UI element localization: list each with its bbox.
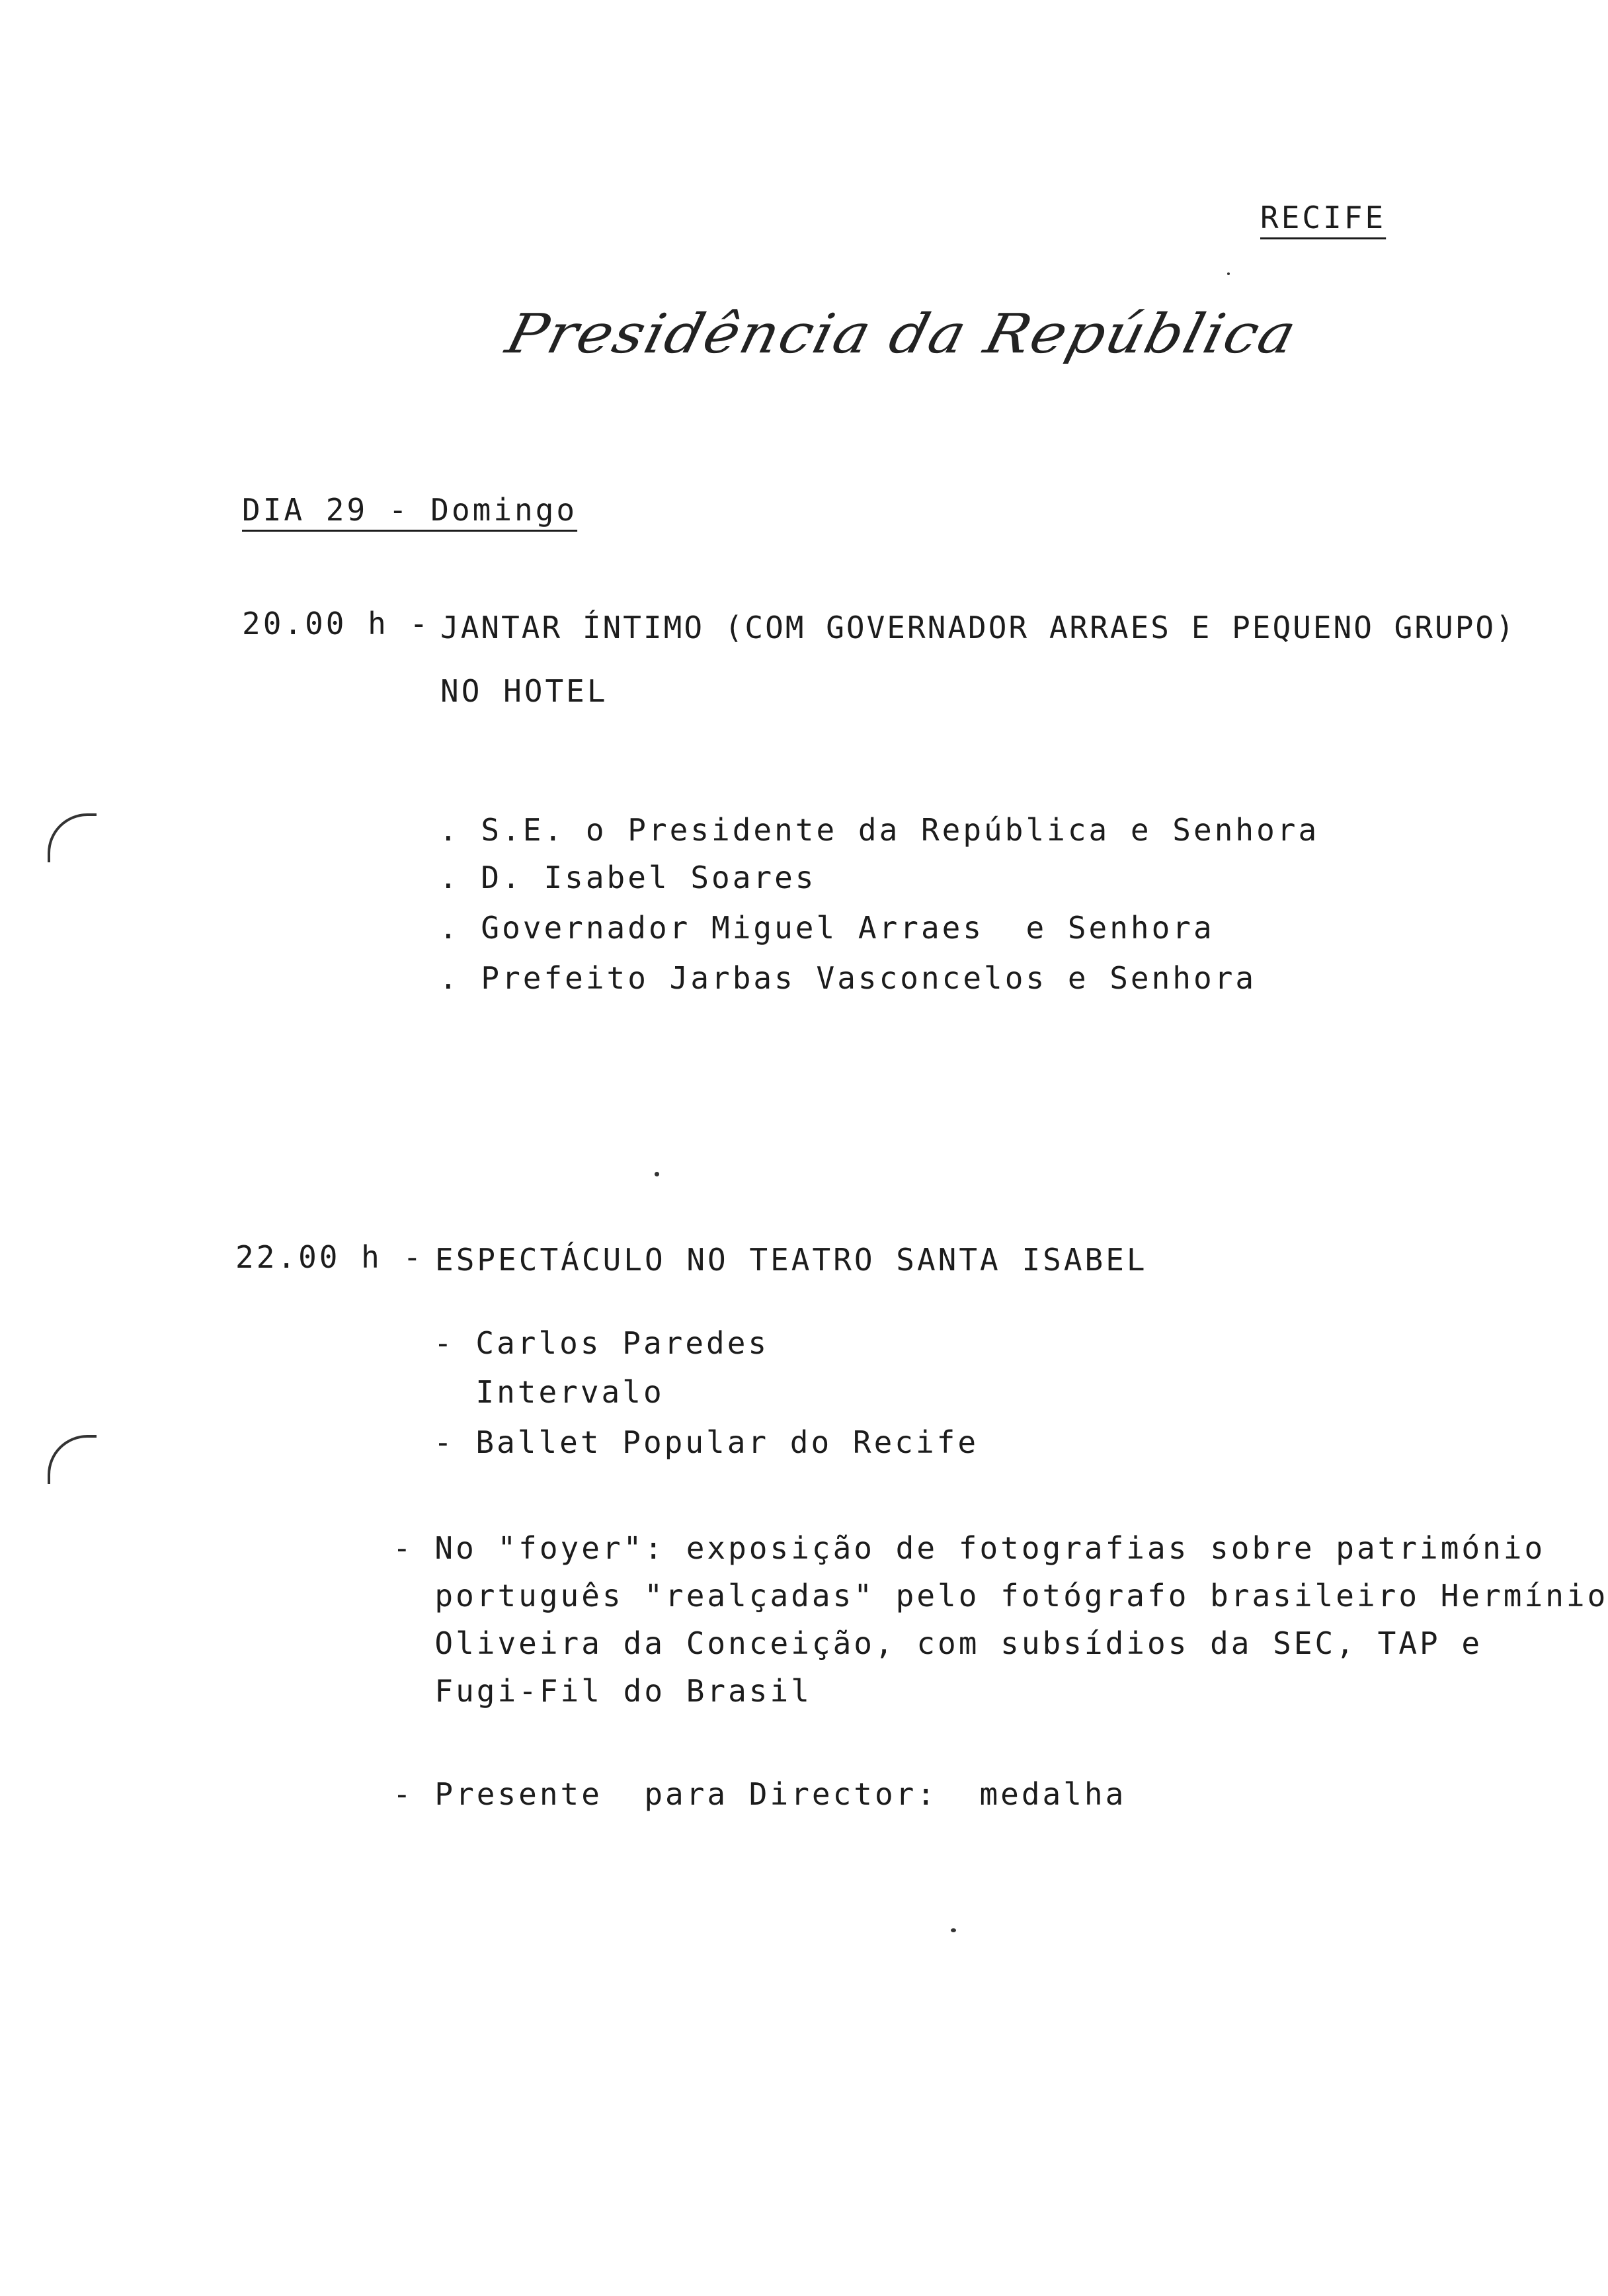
foyer-line: - No "foyer": exposição de fotografias sobre património (393, 1530, 1546, 1566)
event1-time: 20.00 h - (242, 606, 431, 641)
scan-speck (951, 1928, 956, 1932)
event2-title: ESPECTÁCULO NO TEATRO SANTA ISABEL (435, 1242, 1148, 1278)
event1-title-line1: JANTAR ÍNTIMO (COM GOVERNADOR ARRAES E PEQUENO GRUPO) (440, 610, 1516, 645)
event1-title-line2: NO HOTEL (440, 673, 608, 709)
foyer-line: português "realçadas" pelo fotógrafo brasileiro Hermínio (393, 1578, 1608, 1614)
punch-hole-mark (48, 813, 97, 862)
guest-list-item: . S.E. o Presidente da República e Senhora (439, 812, 1320, 848)
scan-speck (1227, 272, 1230, 275)
program-item: - Carlos Paredes (434, 1325, 770, 1361)
city-heading: RECIFE (1260, 200, 1387, 235)
gift-line: - Presente para Director: medalha (393, 1776, 1127, 1812)
program-item: Intervalo (434, 1374, 664, 1410)
guest-list-item: . Prefeito Jarbas Vasconcelos e Senhora (439, 960, 1257, 996)
guest-list-item: . D. Isabel Soares (439, 860, 817, 895)
punch-hole-mark (48, 1435, 97, 1484)
day-heading: DIA 29 - Domingo (242, 492, 578, 528)
guest-list-item: . Governador Miguel Arraes e Senhora (439, 910, 1215, 946)
program-item: - Ballet Popular do Recife (434, 1424, 979, 1460)
event2-time: 22.00 h - (235, 1239, 424, 1275)
foyer-line: Fugi-Fil do Brasil (393, 1673, 812, 1709)
scan-speck (655, 1172, 659, 1176)
foyer-line: Oliveira da Conceição, com subsídios da SEC, TAP e (393, 1625, 1483, 1661)
letterhead-title: Presidência da República (500, 303, 1304, 366)
